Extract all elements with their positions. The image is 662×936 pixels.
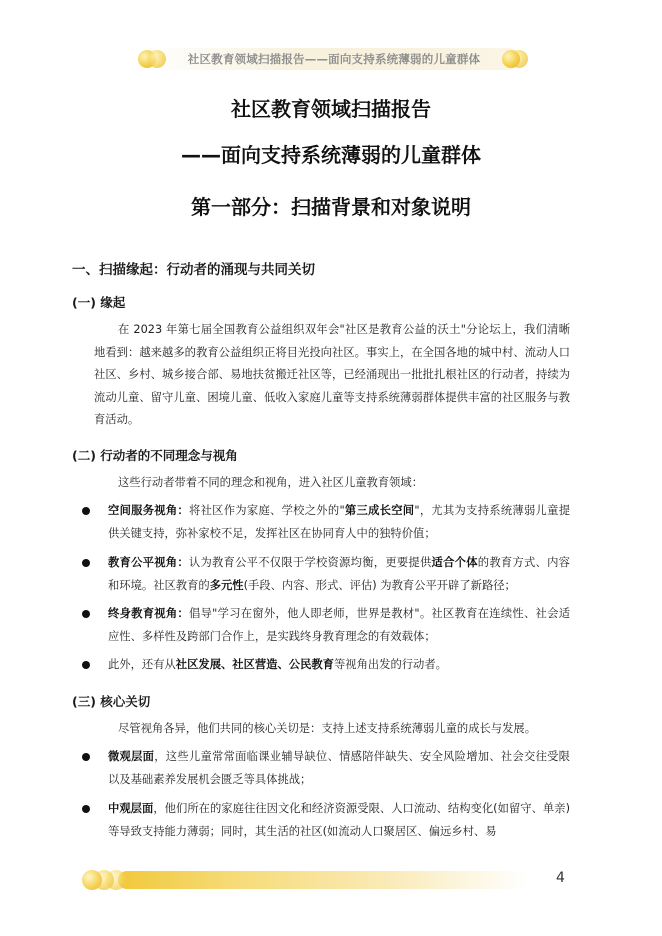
document-title: 社区教育领域扫描报告 bbox=[231, 97, 431, 121]
subsection-heading-origin: (一) 缘起 bbox=[72, 295, 126, 310]
bullet-icon bbox=[82, 661, 90, 669]
page-footer bbox=[82, 868, 532, 892]
subsection-heading-perspectives: (二) 行动者的不同理念与视角 bbox=[72, 448, 238, 463]
bullet-icon bbox=[82, 559, 90, 567]
bullet-icon bbox=[82, 610, 90, 618]
paragraph-core-concern-intro: 尽管视角各异，他们共同的核心关切是：支持上述支持系统薄弱儿童的成长与发展。 bbox=[118, 722, 536, 735]
page-number: 4 bbox=[556, 870, 565, 886]
header-text: 社区教育领域扫描报告——面向支持系统薄弱的儿童群体 bbox=[187, 52, 481, 66]
section-heading: 一、扫描缘起：行动者的涌现与共同关切 bbox=[72, 262, 315, 278]
decorative-dot-icon bbox=[502, 50, 520, 68]
subsection-heading-core-concern: (三) 核心关切 bbox=[72, 694, 151, 709]
footer-band bbox=[118, 871, 528, 889]
bullet-icon bbox=[82, 805, 90, 813]
part-title: 第一部分：扫描背景和对象说明 bbox=[191, 195, 471, 219]
bullet-icon bbox=[82, 507, 90, 515]
paragraph-perspectives-intro: 这些行动者带着不同的理念和视角，进入社区儿童教育领域： bbox=[118, 476, 424, 489]
bullet-icon bbox=[82, 753, 90, 761]
document-subtitle: ——面向支持系统薄弱的儿童群体 bbox=[181, 143, 481, 167]
paragraph-origin: 在 2023 年第七届全国教育公益组织双年会"社区是教育公益的沃土"分论坛上，我们清晰地看到：越来越多的教育公益组织正将目光投向社区。事实上，在全国各地的城中村、流动人口社区、乡村、城乡接合部、易地扶贫搬迁社区等，已经涌现出一批批扎根社区的行动者，持续为流动儿童、留守儿童、困境儿童、低收入家庭儿童等支持系统薄弱群体提供丰富的社区服务与教育活动。 bbox=[94, 323, 570, 426]
decorative-dot-icon bbox=[82, 870, 102, 890]
running-header bbox=[128, 48, 528, 70]
